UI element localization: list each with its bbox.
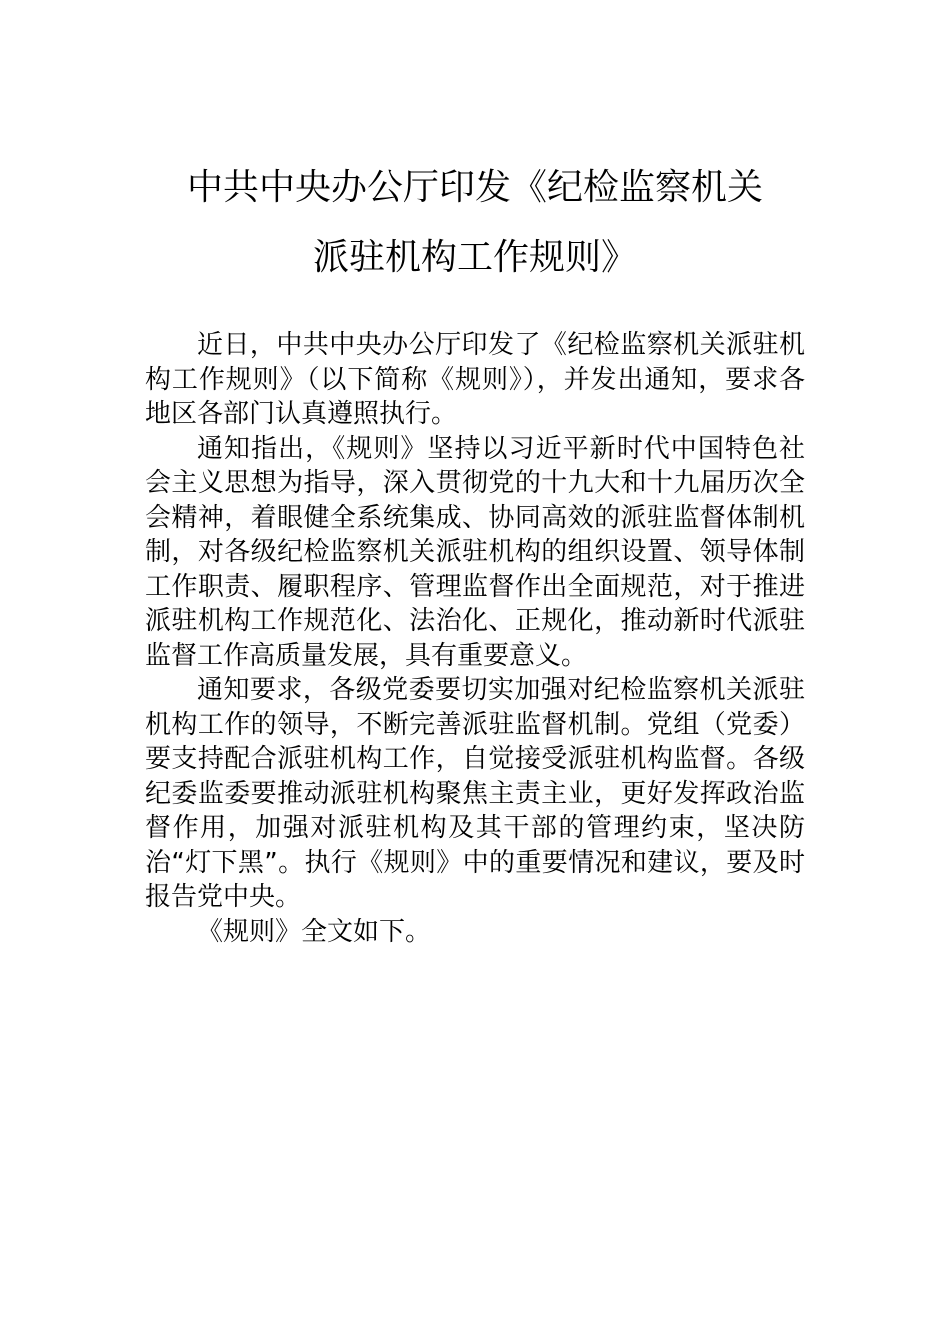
document-title-line-2: 派驻机构工作规则》: [312, 237, 637, 278]
document-body: [145, 328, 805, 949]
paragraph-intro: 近日，中共中央办公厅印发了《纪检监察机关派驻机构工作规则》（以下简称《规则》），并发出通知，要求各地区各部门认真遵照执行。: [145, 330, 805, 429]
paragraph-fulltext-lead: 《规则》全文如下。: [197, 916, 432, 947]
document-title-line-1: 中共中央办公厅印发《纪检监察机关: [186, 167, 763, 208]
paragraph-notice-points: 通知指出，《规则》坚持以习近平新时代中国特色社会主义思想为指导，深入贯彻党的十九大和十九届历次全会精神，着眼健全系统集成、协同高效的派驻监督体制机制，对各级纪检监察机关派驻机构的组织设置、领导体制工作职责、履职程序、管理监督作出全面规范，对于推进派驻机构工作规范化、法治化、正规化，推动新时代派驻监督工作高质量发展，具有重要意义。: [145, 433, 805, 671]
paragraph-notice-requirements: 通知要求，各级党委要切实加强对纪检监察机关派驻机构工作的领导，不断完善派驻监督机制。党组（党委）要支持配合派驻机构工作，自觉接受派驻机构监督。各级纪委监委要推动派驻机构聚焦主责主业，更好发挥政治监督作用，加强对派驻机构及其干部的管理约束，坚决防治“灯下黑”。执行《规则》中的重要情况和建议，要及时报告党中央。: [145, 675, 805, 912]
